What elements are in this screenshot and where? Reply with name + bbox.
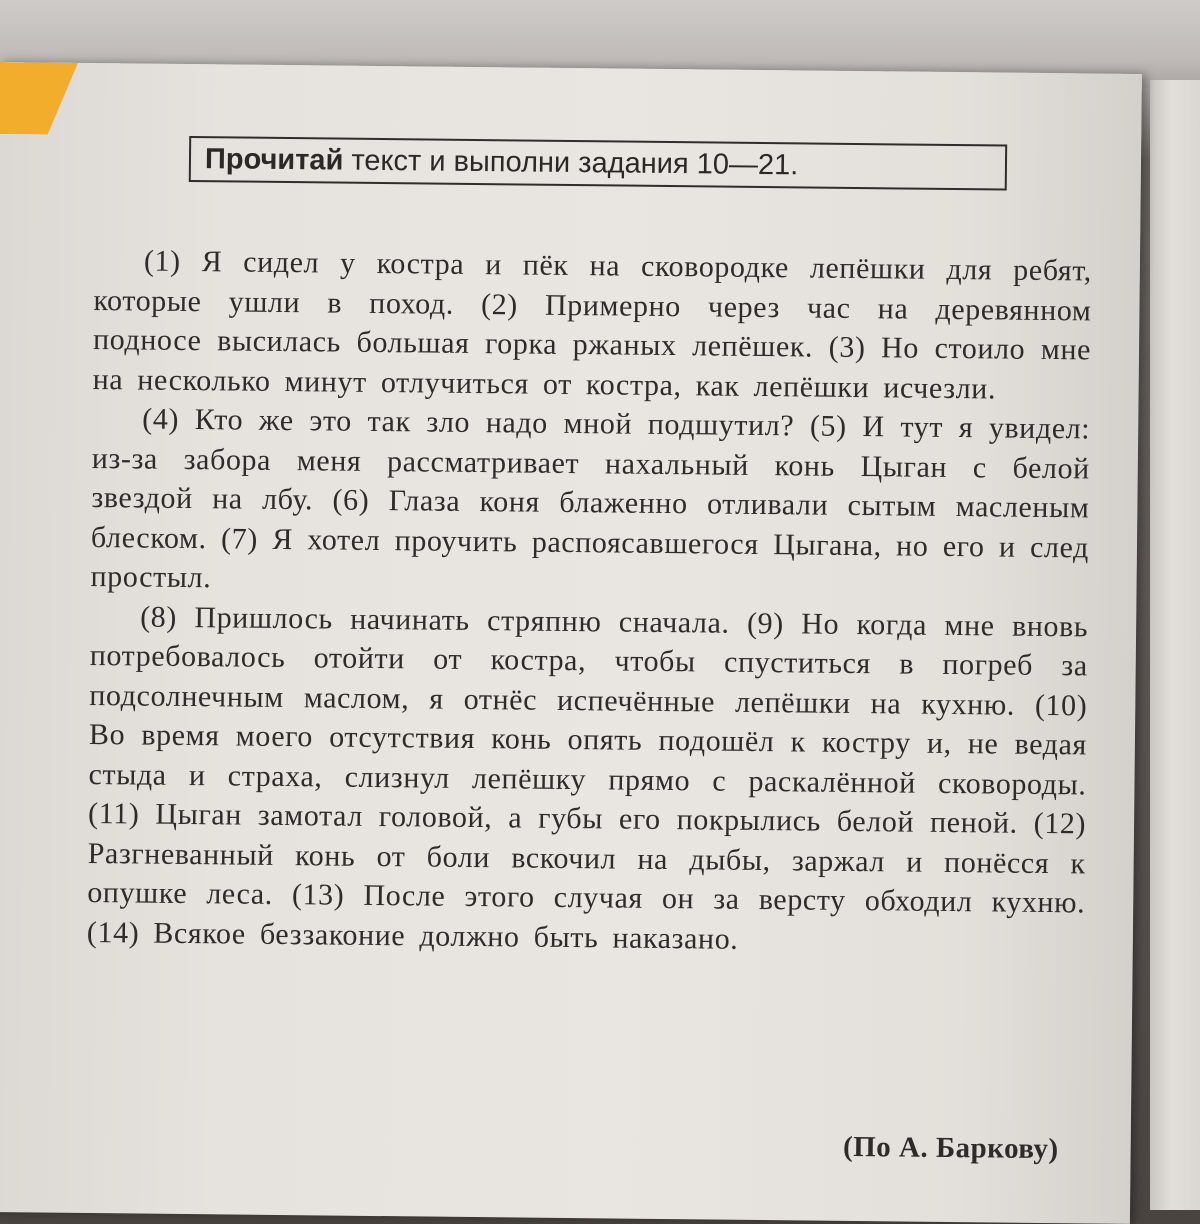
task-instruction-box (189, 136, 1007, 191)
facing-page-edge (1150, 80, 1200, 1210)
paragraph-2: (4) Кто же это так зло надо мной подшутил? (5) И тут я увидел: из-за забора меня рассматривает нахальный конь Цыган с белой звездой на лбу. (6) Глаза коня блаженно отливали сытым масленым блеском. (7) Я хотел проучить распоясавшегося Цыгана, но его и след простыл. (90, 402, 1091, 595)
paragraph-3: (8) Пришлось начинать стряпню сначала. (9) Но когда мне вновь потребовалось отойти от костра, чтобы спуститься в погреб за подсолнечным маслом, я отнёс испечённые лепёшки на кухню. (10) Во время моего отсутствия конь опять подошёл к костру и, не ведая стыда и страха, слизнул лепёшку прямо с раскалённой сковороды. (11) Цыган замотал головой, а губы его покрылись белой пеной. (12) Разгневанный конь от боли вскочил на дыбы, заржал и понёсся к опушке леса. (13) После этого случая он за версту обходил кухню. (14) Всякое беззаконие должно быть наказано. (86, 599, 1089, 956)
attribution: (По А. Баркову) (842, 1130, 1059, 1166)
instruction-text: текст и выполни задания 10—21. (351, 144, 799, 182)
instruction-bold-word: Прочитай (204, 143, 344, 177)
story-text (87, 241, 1092, 962)
paragraph-1: (1) Я сидел у костра и пёк на сковородке лепёшки для ребят, которые ушли в поход. (2) Примерно через час на деревянном подносе высилась большая горка ржаных лепёшек. (3) Но стоило мне на несколько минут отлучиться от костра, как лепёшки исчезли. (92, 244, 1093, 405)
book-page (0, 62, 1142, 1224)
orange-corner-tab (0, 62, 78, 135)
